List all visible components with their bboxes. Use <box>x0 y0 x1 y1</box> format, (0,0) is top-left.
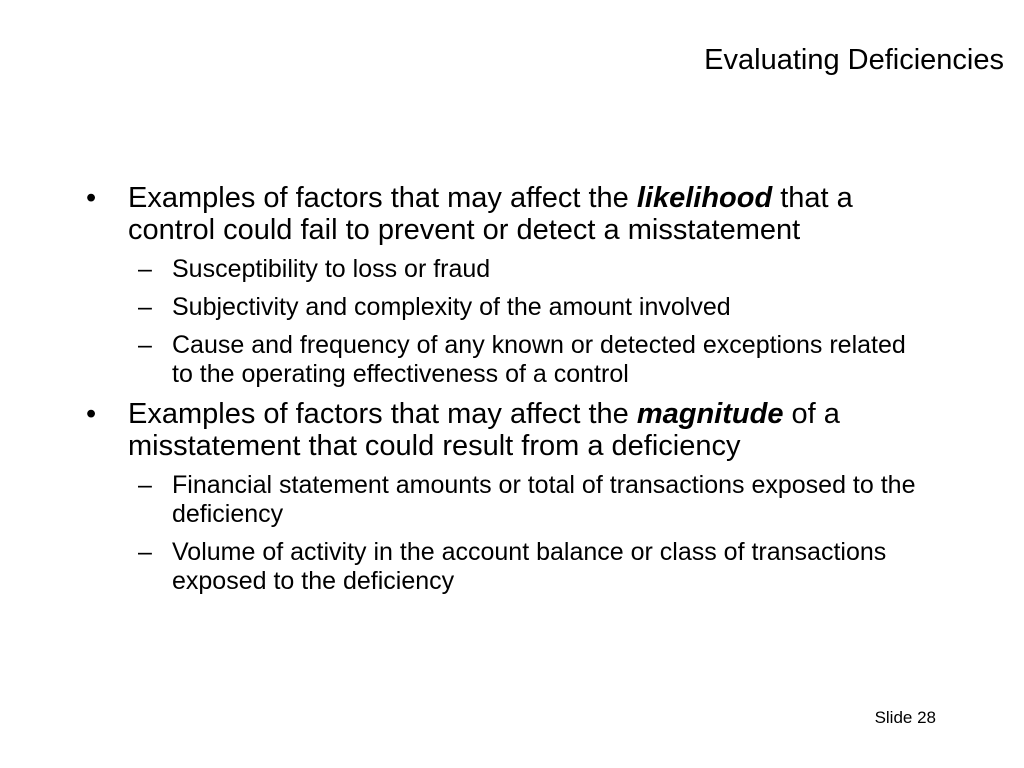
sub-list-likelihood <box>84 255 924 389</box>
sub-bullet-marker: – <box>138 331 152 359</box>
slide-number: Slide 28 <box>874 708 936 727</box>
sub-bullet-text: Financial statement amounts or total of transactions exposed to the deficiency <box>172 471 916 528</box>
sub-bullet <box>84 471 924 529</box>
sub-bullet-text: Susceptibility to loss or fraud <box>172 255 491 283</box>
bullet-marker: • <box>86 182 97 214</box>
bullet-text: Examples of factors that may affect the <box>128 398 637 430</box>
sub-bullet-marker: – <box>138 293 152 321</box>
sub-bullet <box>84 538 924 596</box>
bullet-text: of a misstatement that could result from a deficiency <box>128 398 840 462</box>
slide-content <box>84 182 924 605</box>
sub-bullet-marker: – <box>138 538 152 566</box>
sub-bullet <box>84 331 924 389</box>
sub-bullet-text: Cause and frequency of any known or detected exceptions related to the operating effectiveness of a control <box>172 331 906 388</box>
sub-bullet-marker: – <box>138 255 152 283</box>
sub-bullet <box>84 293 924 322</box>
sub-bullet-text: Subjectivity and complexity of the amount involved <box>172 293 731 321</box>
sub-bullet-marker: – <box>138 471 152 499</box>
bullet-likelihood <box>84 182 924 246</box>
bullet-emphasis: magnitude <box>636 398 784 430</box>
bullet-marker: • <box>86 398 97 430</box>
slide-title: Evaluating Deficiencies <box>704 44 1004 76</box>
bullet-text: that a control could fail to prevent or detect a misstatement <box>128 182 853 246</box>
bullet-text: Examples of factors that may affect the <box>128 182 637 214</box>
sub-bullet <box>84 255 924 284</box>
sub-bullet-text: Volume of activity in the account balance or class of transactions exposed to the deficiency <box>172 538 887 595</box>
bullet-emphasis: likelihood <box>636 182 773 214</box>
bullet-magnitude <box>84 398 924 462</box>
sub-list-magnitude <box>84 471 924 596</box>
